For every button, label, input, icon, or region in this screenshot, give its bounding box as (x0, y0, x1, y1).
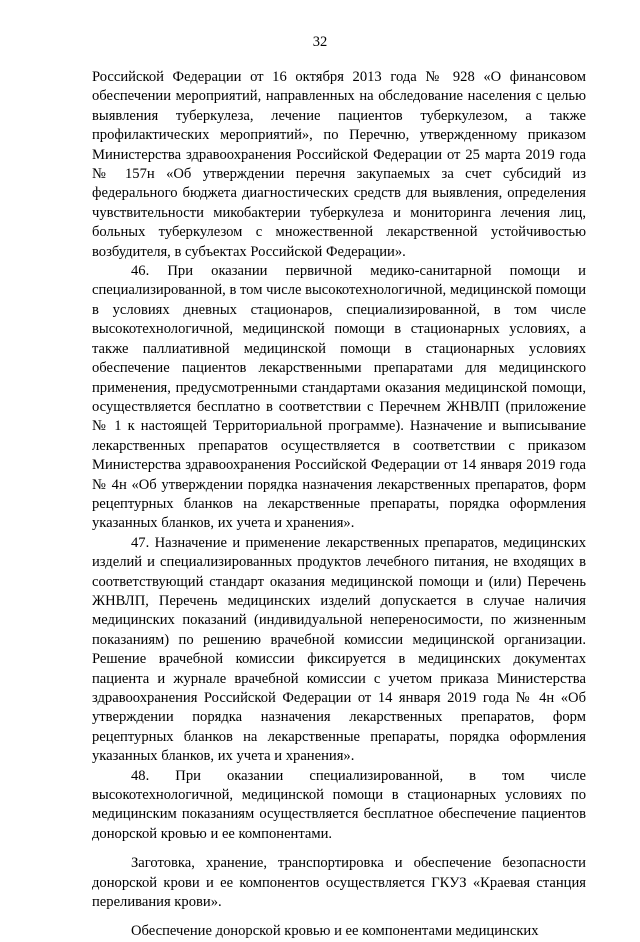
document-body (92, 68, 586, 942)
paragraph-blood-supply: Обеспечение донорской кровью и ее компонентами медицинских (131, 923, 539, 940)
paragraph-item-47: 47. Назначение и применение лекарственных препаратов, медицинских изделий и специализированных продуктов лечебного питания, не входящих в соответствующий стандарт оказания медицинской помощи и (или) Перечень ЖНВЛП, Перечень медицинских изделий допускается в случае наличия медицинских показаний (индивидуальной непереносимости, по жизненным показаниям) по решению врачебной комиссии медицинской организации. Решение врачебной комиссии фиксируется в медицинских документах пациента и журнале врачебной комиссии с учетом приказа Министерства здравоохранения Российской Федерации от 14 января 2019 года № 4н «Об утверждении порядка назначения лекарственных препаратов, форм рецептурных бланков на лекарственные препараты, порядка оформления указанных бланков, их учета и хранения». (92, 534, 586, 765)
page-number: 32 (312, 34, 328, 50)
paragraph-blood-procurement: Заготовка, хранение, транспортировка и обеспечение безопасности донорской крови и ее компонентов осуществляется ГКУЗ «Краевая станция переливания крови». (92, 855, 586, 911)
paragraph-item-46: 46. При оказании первичной медико-санитарной помощи и специализированной, в том числе высокотехнологичной, медицинской помощи в условиях дневных стационаров, специализированной, в том числе высокотехнологичной, медицинской помощи в стационарных условиях, а также паллиативной медицинской помощи в стационарных условиях обеспечение пациентов лекарственными препаратами для медицинского применения, предусмотренными стандартами оказания медицинской помощи, осуществляется бесплатно в соответствии с Перечнем ЖНВЛП (приложение № 1 к настоящей Территориальной программе). Назначение и выписывание лекарственных препаратов осуществляется в соответствии с приказом Министерства здравоохранения Российской Федерации от 14 января 2019 года № 4н «Об утверждении порядка назначения лекарственных препаратов, форм рецептурных бланков на лекарственные препараты, порядка оформления указанных бланков, их учета и хранения». (92, 263, 587, 532)
paragraph-item-48: 48. При оказании специализированной, в том числе высокотехнологичной, медицинской помощи в стационарных условиях по медицинским показаниям осуществляется бесплатное обеспечение пациентов донорской кровью и ее компонентами. (92, 767, 586, 842)
paragraph-continuation: Российской Федерации от 16 октября 2013 года № 928 «О финансовом обеспечении мероприятий, направленных на обследование населения с целью выявления туберкулеза, лечение пациентов туберкулезом, а также профилактических мероприятий», по Перечню, утвержденному приказом Министерства здравоохранения Российской Федерации от 25 марта 2019 года № 157н «Об утверждении перечня закупаемых за счет субсидий из федерального бюджета диагностических средств для выявления, определения чувствительности микобактерии туберкулеза и мониторинга лечения лиц, больных туберкулезом с множественной лекарственной устойчивостью возбудителя, в субъектах Российской Федерации». (92, 69, 586, 260)
